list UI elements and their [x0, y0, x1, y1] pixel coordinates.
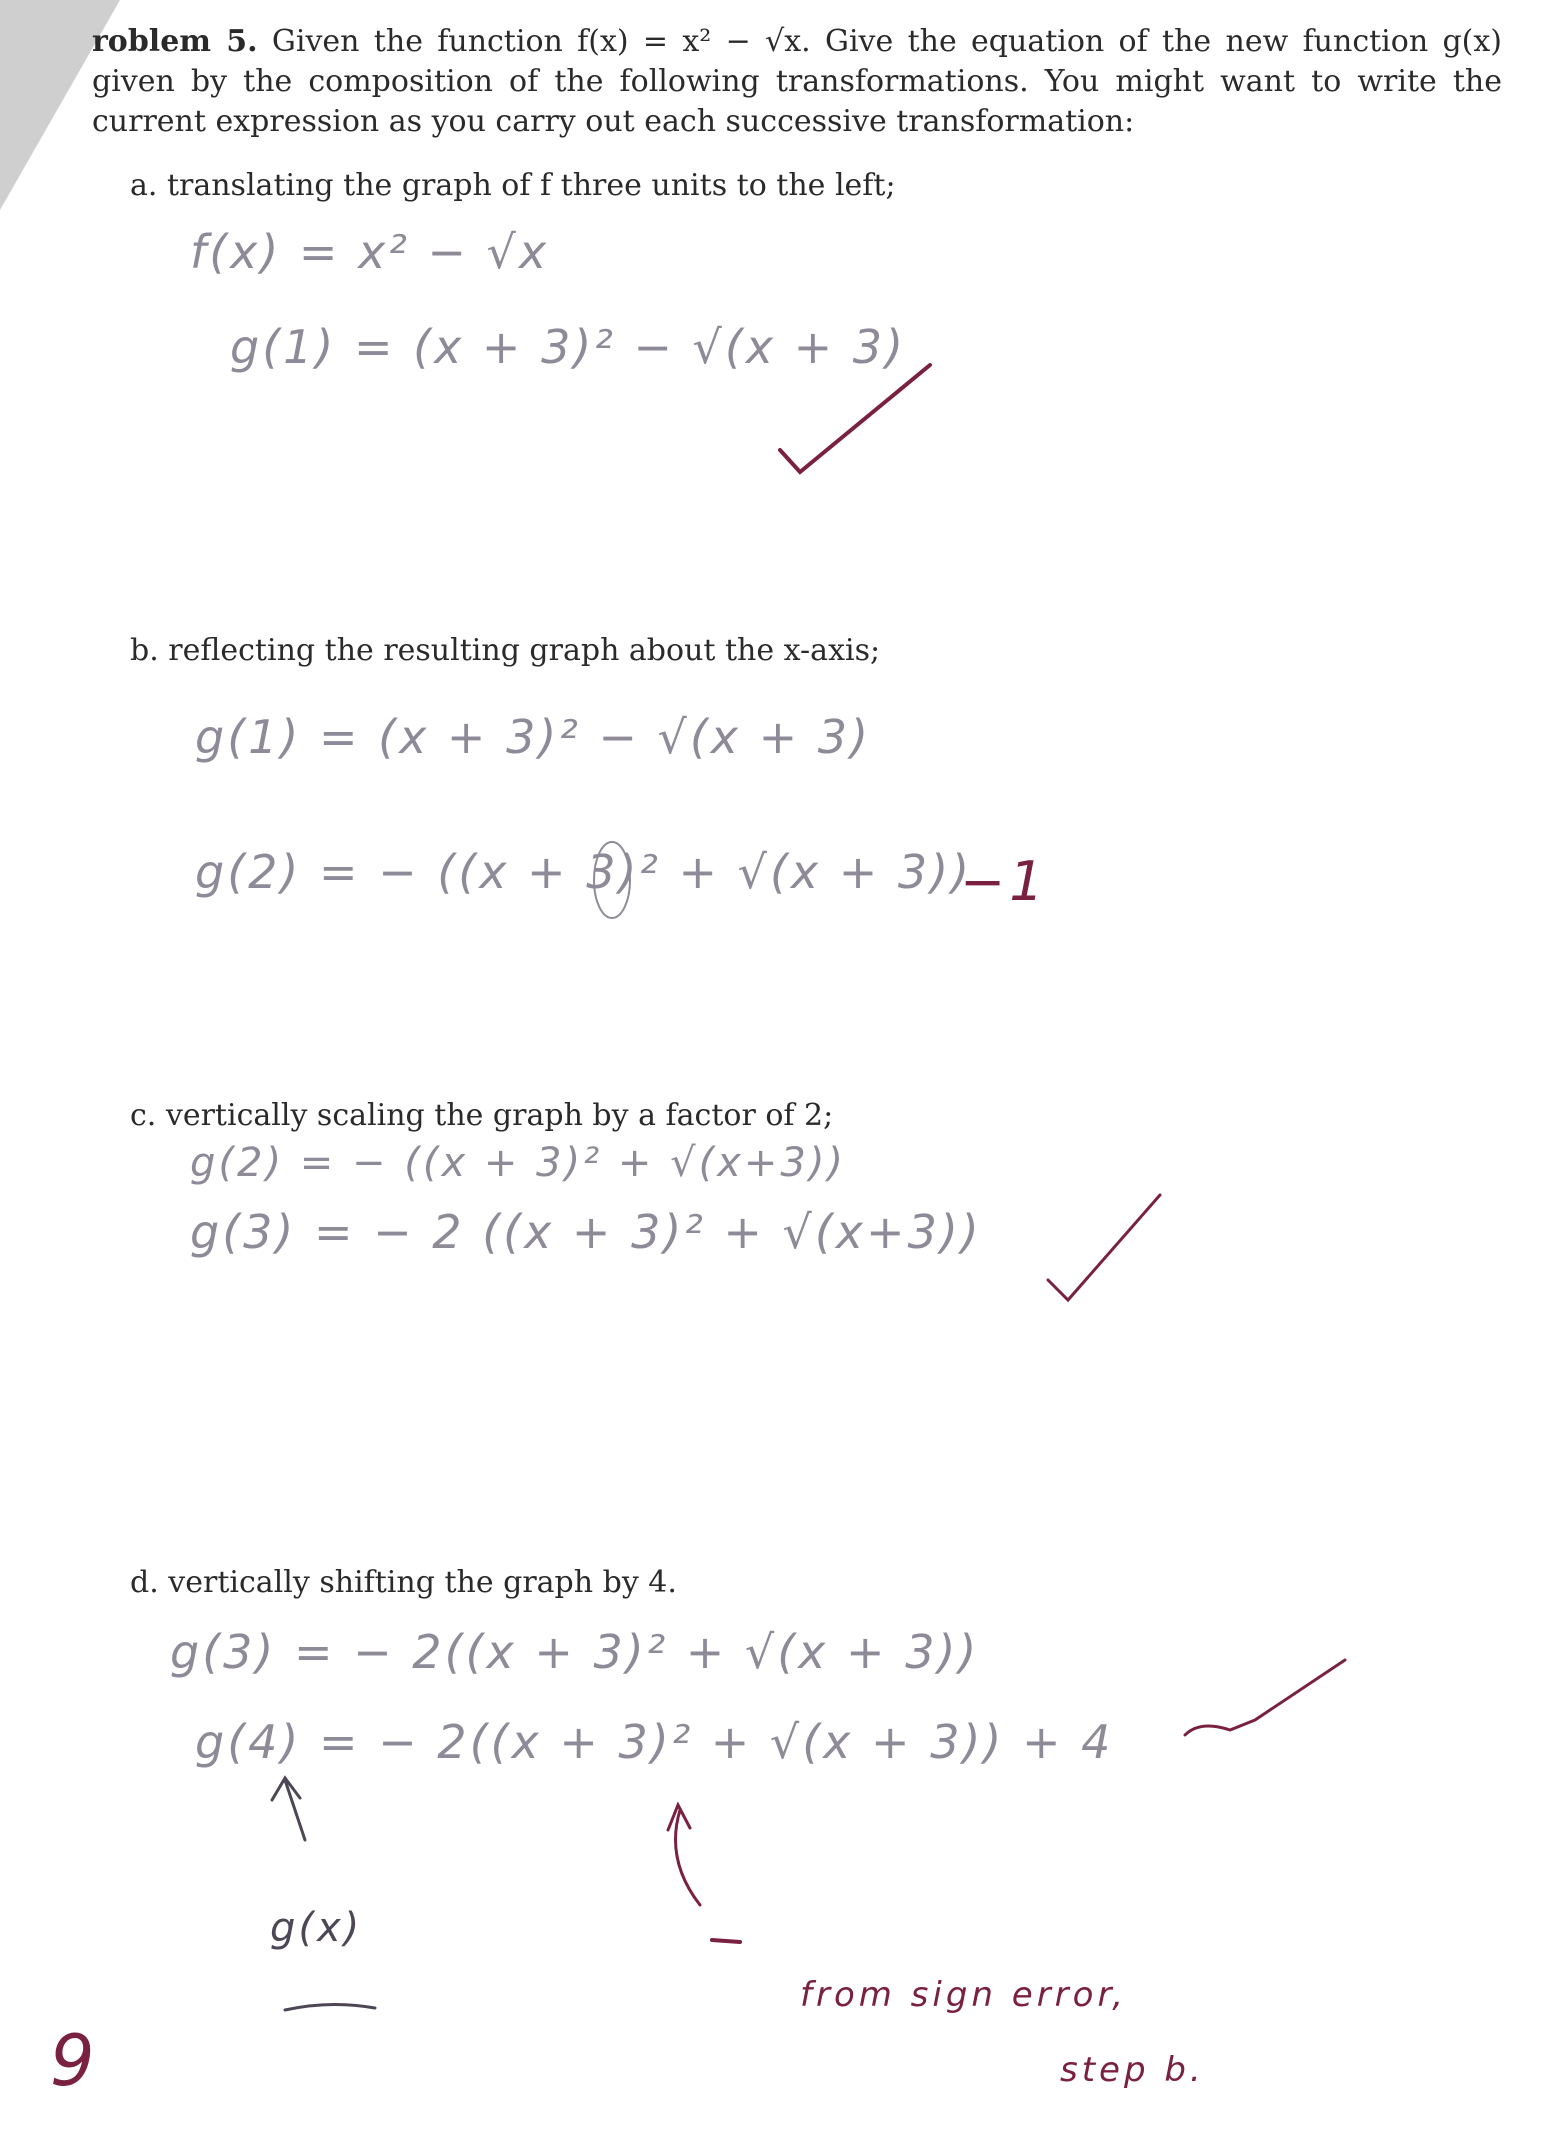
arrow-up-icon-sqrt	[668, 1805, 700, 1905]
part-b-work-line-1: g(1) = (x + 3)² − √(x + 3)	[195, 710, 872, 764]
part-c-work-line-2: g(3) = − 2 ((x + 3)² + √(x+3))	[190, 1205, 982, 1259]
total-score: 9	[50, 2020, 99, 2102]
part-c-label: c. vertically scaling the graph by a factor of 2;	[130, 1098, 834, 1133]
part-d-work-line-2: g(4) = − 2((x + 3)² + √(x + 3)) + 4	[195, 1715, 1114, 1769]
problem-heading: roblem 5.	[92, 24, 258, 59]
part-b-deduction-mark: −1	[960, 850, 1048, 913]
final-answer-label: g(x)	[270, 1905, 363, 1951]
circled-sign-mark	[594, 842, 630, 918]
grader-dash-mark	[712, 1940, 740, 1942]
grader-comment-line-2: step b.	[1060, 2050, 1205, 2090]
part-b-label: b. reflecting the resulting graph about the x-axis;	[130, 633, 881, 668]
part-d-label: d. vertically shifting the graph by 4.	[130, 1565, 677, 1600]
part-b-work-line-2: g(2) = − ((x + 3)² + √(x + 3))	[195, 845, 973, 899]
part-a-work-line-2: g(1) = (x + 3)² − √(x + 3)	[230, 320, 907, 374]
part-c-work-line-1: g(2) = − ((x + 3)² + √(x+3))	[190, 1140, 847, 1186]
part-a-work-line-1: f(x) = x² − √x	[190, 225, 550, 279]
final-answer-underline	[285, 2004, 375, 2010]
arrow-up-icon-final	[272, 1778, 305, 1840]
part-a-label: a. translating the graph of f three units to the left;	[130, 168, 896, 203]
check-mark-icon-part-a	[780, 365, 930, 472]
problem-intro-text: Given the function f(x) = x² − √x. Give the equation of the new function g(x) given by the composition of the following transformations. You might want to write the current expression as you carry out each successive transformation:	[92, 24, 1503, 139]
part-d-work-line-1: g(3) = − 2((x + 3)² + √(x + 3))	[170, 1625, 980, 1679]
check-mark-icon-part-c	[1048, 1195, 1160, 1300]
grader-comment-line-1: from sign error,	[800, 1975, 1128, 2015]
check-mark-icon-part-d	[1185, 1660, 1345, 1735]
